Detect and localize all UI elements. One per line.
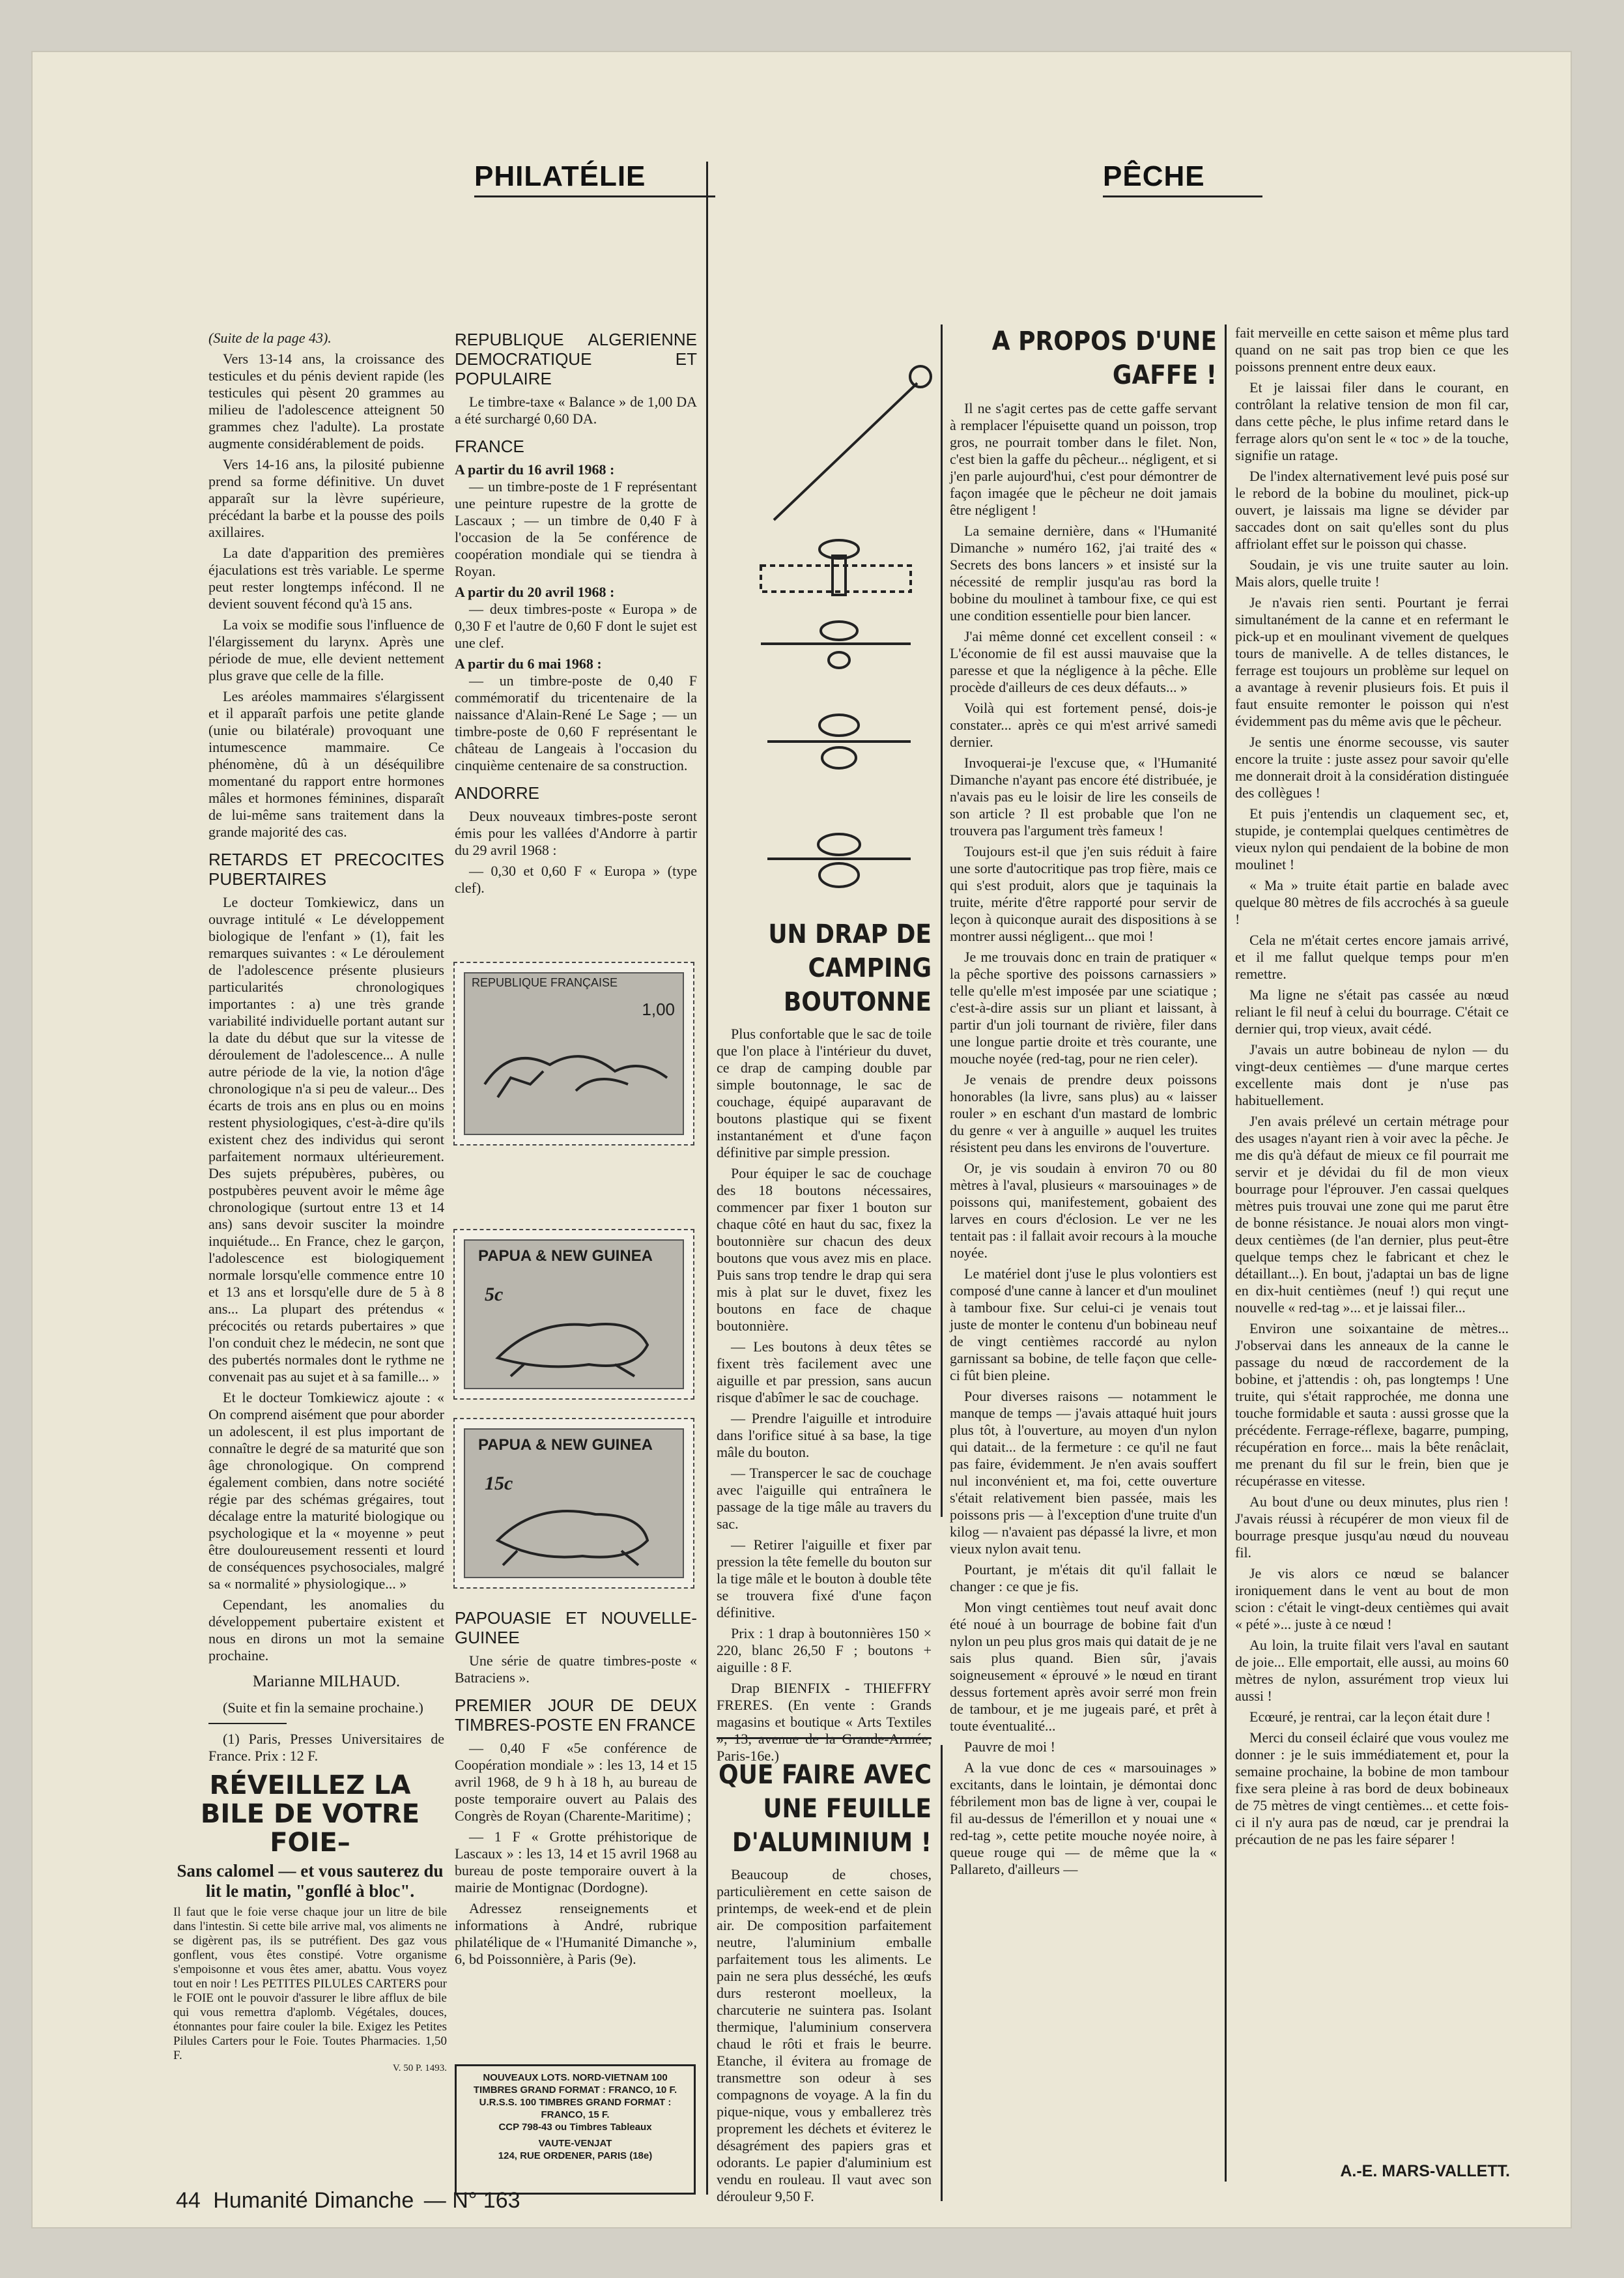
paragraph: — 0,40 F «5e conférence de Coopération mondiale » : les 13, 14 et 15 avril 1968, de 9 h à 18 h, au bureau de poste temporaire ouvert au Palais des Congrès de Royan (Charente-Maritime) ; <box>455 1740 697 1824</box>
needle-button-illustration <box>741 324 937 911</box>
newspaper-name: Humanité Dimanche <box>213 2188 414 2213</box>
ad-ref: V. 50 P. 1493. <box>392 2063 447 2073</box>
paragraph: Pauvre de moi ! <box>964 1738 1055 1755</box>
paragraph: Pour équiper le sac de couchage des 18 boutons nécessaires, commencer par fixer 1 bouton sur chaque côté en haut du sac, fixez la boutonnière sur chacun des deux boutons que vous avez mis en place. Puis sans trop tendre le drap qui sera mis à plat sur le duvet, fixez les boutons en face de chaque boutonnière. <box>717 1165 932 1334</box>
paragraph: La voix se modifie sous l'influence de l'élargissement du larynx. Après une période de mue, elle devient nettement plus grave que celle de la fille. <box>208 616 444 684</box>
paragraph: Les aréoles mammaires s'élargissent et il apparaît parfois une petite glande (unie ou bilatérale) provoquant une intumescence mammaire. Ce phénomène, dû à un déséquilibre momentané du rapport entre hormones mâles et hormones féminines, disparaît de lui-même sans traitement dans la grande majorité des cas. <box>208 688 444 840</box>
stamp-frog-5c <box>453 1229 694 1400</box>
paragraph: La date d'apparition des premières éjaculations est très variable. Le sperme peut rester longtemps infécond. Il ne devient souvent fécond qu'à 15 ans. <box>208 545 444 612</box>
paragraph: Invoquerai-je l'excuse que, « l'Humanité Dimanche n'ayant pas encore été distribuée, je n'avais pas eu le loisir de lire les conseils de son article ? Il est probable que l'on ne trouvera pas l'argument très fameux ! <box>950 755 1217 839</box>
paragraph: Au loin, la truite filait vers l'aval en sautant de joie... Elle emportait, elle aussi, au moins 60 mètres de nylon, assurément trop vieux lui aussi ! <box>1235 1637 1509 1704</box>
country-heading: FRANCE <box>455 437 524 456</box>
article-puberte <box>208 330 444 1764</box>
frog-image <box>485 1488 667 1566</box>
paragraph: — Les boutons à deux têtes se fixent très facilement avec une aiguille et par pression, sans aucun risque d'abîmer le sac de couchage. <box>717 1338 932 1406</box>
country-heading: ANDORRE <box>455 783 540 803</box>
paragraph: Le docteur Tomkiewicz, dans un ouvrage intitulé « Le développement biologique de l'enfant » (1), fait les remarques suivantes : « Le déroulement de l'adolescence présente plusieurs particularités chronologiques importantes : a) une très grande variabilité individuelle portant autant sur la date du début que sur la vitesse de déroulement de l'adolescence... A nulle autre période de la vie, la notion d'âge chronologique n'a si peu de valeur... Des écarts de trois ans en plus ou en moins restent physiologiques, c'est-à-dire qu'ils existent chez des individus qui seront parfaitement normaux ultérieurement. Des sujets prépubères, pubères, ou postpubères peuvent avoir le même âge chronologique (surtout entre 13 et 14 ans) sans devoir susciter la moindre inquiétude... En France, chez le garçon, l'adolescence est biologiquement normale lorsqu'elle commence entre 10 et 13 ans et lorsqu'elle dure de 5 à 8 ans... La plupart des prétendus « précocités ou retards pubertaires » que l'on conduit chez le médecin, ne sont que des pubertés normales dont le rythme ne convenait pas au sujet et à sa famille... » <box>208 894 444 1385</box>
paragraph: Or, je vis soudain à environ 70 ou 80 mètres à l'aval, plusieurs « marsouinages » de poissons qui, manifestement, gobaient des larves en cours d'éclosion. Le ver ne les tentait pas : il fallait avoir recours à la mouche noyée. <box>950 1160 1217 1261</box>
paragraph: De l'index alternativement levé puis posé sur le rebord de la bobine du moulinet, pick-up ouvert, je laissais ma ligne se dévider par saccades dont on sait qu'elles sont du plus affriolant effet sur le poisson qui chasse. <box>1235 468 1509 552</box>
paragraph: Merci du conseil éclairé que vous voulez me donner : je le suis immédiatement et, pour la semaine prochaine, la bobine de mon tambour fixe sera pleine à ras bord de deux bobineaux de 75 mètres de vingt centièmes... et cette fois-ci il n'y aura pas de nœud, car je prendrai la précaution de ne pas les faire séparer ! <box>1235 1729 1509 1847</box>
paragraph: Je venais de prendre deux poissons honorables (la livre, sans plus) au « laisser rouler » en eschant d'un mastard de lombric du genre « ver à anguille » auquel les truites résistent peu dans les environs de l'ouverture. <box>950 1071 1217 1155</box>
frog-image <box>485 1299 667 1377</box>
page-footer <box>176 2188 520 2213</box>
footnote: (1) Paris, Presses Universitaires de France. Prix : 12 F. <box>208 1731 444 1764</box>
paragraph: — deux timbres-poste « Europa » de 0,30 F et l'autre de 0,60 F dont le sujet est une clef. <box>455 601 697 651</box>
column-rule <box>941 1745 943 2201</box>
date-line: A partir du 16 avril 1968 : <box>455 461 615 478</box>
paragraph: Et je laissai filer dans le courant, en contrôlant la relative tension de mon fil car, dans cette pêche, le plus infime retard dans le ferrage alors qu'on sent le « toc » de la touche, signifie un ratage. <box>1235 379 1509 463</box>
issue-number: — N° 163 <box>423 2188 520 2213</box>
stamp-country: REPUBLIQUE FRANÇAISE <box>472 976 618 989</box>
paragraph: Pourtant, je m'étais dit qu'il fallait le changer : ce que je fis. <box>950 1561 1217 1594</box>
section-title-philatelie: PHILATÉLIE <box>474 160 646 192</box>
ad-line: NOUVEAUX LOTS. NORD-VIETNAM 100 TIMBRES GRAND FORMAT : FRANCO, 10 F. <box>473 2072 677 2096</box>
article-aluminium <box>717 1758 932 2204</box>
philatelie-news <box>455 330 697 1007</box>
subheading: PREMIER JOUR DE DEUX TIMBRES-POSTE EN FRANCE <box>455 1695 697 1735</box>
paragraph: — Transpercer le sac de couchage avec l'aiguille qui entraînera le passage de la tige mâle au travers du sac. <box>717 1465 932 1532</box>
paragraph: — un timbre-poste de 1 F représentant une peinture rupestre de la grotte de Lascaux ; — un timbre de 0,40 F à l'occasion de la 5e conférence de coopération mondiale qui se tiendra à Royan. <box>455 478 697 579</box>
paragraph: fait merveille en cette saison et même plus tard quand on ne sait pas trop bien ce que les poissons prennent entre deux eaux. <box>1235 324 1509 375</box>
header-rule-left <box>474 195 715 197</box>
author-signature: A.-E. MARS-VALLETT. <box>1340 2162 1510 2180</box>
paragraph: — Retirer l'aiguille et fixer par pression la tête femelle du bouton sur la tige mâle et le bouton à double tête se trouvera fixé d'une façon définitive. <box>717 1536 932 1621</box>
paragraph: Toujours est-il que j'en suis réduit à faire une sorte d'autocritique pas trop fière, mais ce qui s'est produit, alors que je taquinais la truite, mérite d'être rapporté pour servir de leçon à quiconque aurait des dispositions à se montrer aussi négligent... que moi ! <box>950 843 1217 944</box>
paragraph: Je me trouvais donc en train de pratiquer « la pêche sportive des poissons carnassiers » telle qu'elle m'est imposée par une sciatique ; c'est-à-dire assis sur un pliant et laissant, à partir d'un joli tournant de rivière, filer dans une longue partie droite et très courante, une mouche noyée (red-tag, pour ne rien celer). <box>950 949 1217 1067</box>
article-rule <box>717 1737 932 1739</box>
paragraph: Au bout d'une ou deux minutes, plus rien ! J'avais réussi à récupérer de mon vieux fil de bourrage presque jusqu'au nœud du nouveau fil. <box>1235 1493 1509 1561</box>
ad-bile <box>173 1771 447 2201</box>
paragraph: — 1 F « Grotte préhistorique de Lascaux » : les 13, 14 et 15 avril 1968 au bureau de poste temporaire ouvert à la mairie de Montignac (Dordogne). <box>455 1828 697 1896</box>
column-rule <box>941 324 943 1517</box>
headline: A PROPOS D'UNE GAFFE ! <box>991 326 1217 390</box>
paragraph: Je vis alors ce nœud se balancer ironiquement dans le vent au bout de mon scion : c'était le vingt-deux centièmes qui avait « pété »... juste à ce nœud ! <box>1235 1565 1509 1632</box>
stamp-value: 1,00 <box>642 1000 675 1019</box>
paragraph: Le timbre-taxe « Balance » de 1,00 DA a été surchargé 0,60 DA. <box>455 394 697 427</box>
ad-line: VAUTE-VENJAT <box>538 2138 612 2149</box>
paragraph: A la vue donc de ces « marsouinages » excitants, dans le lointain, je démontai donc fébrilement mon bas de ligne à ver, coupai le fil au-dessus de l'émerillon et y nouai une « red-tag », cette petite mouche noyée noire, à queue rouge qui — de même que la « Pallareto, d'ailleurs — <box>950 1759 1217 1877</box>
paragraph: — un timbre-poste de 0,40 F commémoratif du tricentenaire de la naissance d'Alain-René Le Sage ; — un timbre-poste de 0,60 F représentant le château de Langeais à l'occasion du cinquième centenaire de sa construction. <box>455 672 697 773</box>
continuation-note: (Suite de la page 43). <box>208 330 332 346</box>
article-gaffe <box>950 324 1217 2201</box>
paragraph: Et puis j'entendis un claquement sec, et, stupide, je contemplai quelques centimètres de vieux nylon qui pendaient de la bobine de mon moulinet ! <box>1235 805 1509 872</box>
paragraph: — Prendre l'aiguille et introduire dans l'orifice situé à sa base, la tige mâle du bouton. <box>717 1410 932 1460</box>
column-rule <box>706 162 708 2195</box>
paragraph: Adressez renseignements et informations à André, rubrique philatélique de « l'Humanité Dimanche », 6, bd Poissonnière, à Paris (9e). <box>455 1900 697 1967</box>
paragraph: Voilà qui est fortement pensé, dois-je constater... après ce qui m'est arrivé samedi dernier. <box>950 700 1217 750</box>
paragraph: J'ai même donné cet excellent conseil : « L'économie de fil est aussi mauvaise que la paresse et que la négligence à la pêche. Elle procède d'ailleurs de ces deux défauts... » <box>950 628 1217 695</box>
subheading: RETARDS ET PRECOCITES PUBERTAIRES <box>208 850 444 889</box>
country-heading: PAPOUASIE ET NOUVELLE-GUINEE <box>455 1608 697 1647</box>
paragraph: Et le docteur Tomkiewicz ajoute : « On comprend aisément que pour aborder un adolescent, il est plus important de connaître le degré de sa maturité que son âge chronologique. On comprend également combien, dans notre société régie par des schémas grégaires, tout décalage entre la maturité biologique ou psychologique et la « moyenne » peut être douloureusement ressenti et lourd de conséquences psychosociales, malgré sa « normalité » physiologique... » <box>208 1389 444 1592</box>
paragraph: Plus confortable que le sac de toile que l'on place à l'intérieur du duvet, ce drap de camping double par simple boutonnage, le sac de couchage, équipé auparavant de boutons plastique qui se fixent instantanément et d'une façon définitive par simple pression. <box>717 1026 932 1161</box>
paragraph: « Ma » truite était partie en balade avec quelque 80 mètres de fils accrochés à sa gueule ! <box>1235 877 1509 927</box>
paragraph: Je n'avais rien senti. Pourtant je ferrai simultanément de la canne et en refermant le pick-up et en moulinant vivement de quelques tours de manivelle. A de telles distances, le ferrage est toujours un problème sur lequel on a avantage à revenir plusieurs fois. Et puis il faut ensuite remonter le poisson qui n'est évidemment pas du même avis que le pêcheur. <box>1235 594 1509 729</box>
paragraph: Pour diverses raisons — notamment le manque de temps — j'avais attaqué huit jours plus tôt, à l'ouverture, au moyen d'un nylon qui datait... de la fermeture : ce qu'il ne faut pas faire, évidemment. Je n'en avais souffert nul inconvénient et, ma foi, cette ouverture s'était relativement bien passée, mais les poissons pris — à l'exception d'une truite d'un kilog — n'avaient pas dépassé la livre, et mon vieux nylon avait tenu. <box>950 1388 1217 1557</box>
cave-painting-image <box>472 1019 674 1117</box>
paragraph: Le matériel dont j'use le plus volontiers est composé d'une canne à lancer et d'un moulinet à tambour fixe. Sur celui-ci je venais tout juste de monter le contenu d'un bobineau neuf de vingt centièmes raccordé au nylon garnissant sa bobine, de telle façon que celle-ci fût bien pleine. <box>950 1265 1217 1383</box>
paragraph: Mon vingt centièmes tout neuf avait donc été noué à un bourrage de bobine fait d'un nylon un peu plus gros mais qui datait de je ne sais plus quand. Bien sûr, j'avais soigneusement « éprouvé » le nœud en tirant dessus fortement après avoir serré mon frein de tambour, et je me jugeais paré, et prêt à toute éventualité... <box>950 1599 1217 1734</box>
paragraph: (Suite et fin la semaine prochaine.) <box>223 1699 423 1716</box>
article-drap-camping <box>717 917 932 1764</box>
stamp-country: PAPUA & NEW GUINEA <box>478 1436 653 1454</box>
paragraph: J'en avais prélevé un certain métrage pour des usages n'ayant rien à voir avec la pêche. Je me dis qu'à défaut de mieux ce fil pourrait me servir et je dévidai du fil de mon vieux bourrage pour l'éprouver. J'en cassai quelques mètres puis trouvai une zone qui me parut être de bonne résistance. Je nouai alors mon vingt-deux centièmes (de l'an dernier, plus peut-être quelque temps chez le fabricant et chez le détaillant...). En bout, j'adaptai un bas de ligne en dix-huit centièmes (neuf !) qui reçut une nouvelle « red-tag »... et je laissai filer... <box>1235 1113 1509 1316</box>
ad-stamps <box>455 2064 696 2195</box>
author: Marianne MILHAUD. <box>252 1673 401 1690</box>
header-rule-right <box>1103 195 1262 197</box>
note-rule <box>208 1723 287 1724</box>
paragraph: Cependant, les anomalies du développement pubertaire existent et nous en dirons un mot la semaine prochaine. <box>208 1596 444 1664</box>
page-number: 44 <box>176 2188 201 2213</box>
country-heading: REPUBLIQUE ALGERIENNE DEMOCRATIQUE ET POPULAIRE <box>455 330 697 388</box>
ad-line: 124, RUE ORDENER, PARIS (18e) <box>498 2150 653 2161</box>
paragraph: Ma ligne ne s'était pas cassée au nœud reliant le fil neuf à celui du bourrage. C'était ce dernier qui, trop vieux, avait cédé. <box>1235 987 1509 1037</box>
stamp-value: 5c <box>485 1284 504 1305</box>
paragraph: La semaine dernière, dans « l'Humanité Dimanche » numéro 162, j'ai traité des « Secrets des bons lancers » et insisté sur la nécessité de remplir jusqu'au ras bord la bobine du moulinet à tambour fixe, ce qui est une condition essentielle pour bien lancer. <box>950 523 1217 624</box>
paragraph: Je sentis une énorme secousse, vis sauter encore la truite : juste assez pour savoir qu'elle me donnerait droit à la considération distinguée des collègues ! <box>1235 734 1509 801</box>
paragraph: Ecœuré, je rentrai, car la leçon était dure ! <box>1249 1708 1491 1725</box>
stamp-lascaux <box>453 962 694 1146</box>
date-line: A partir du 20 avril 1968 : <box>455 584 615 600</box>
stamp-value: 15c <box>485 1473 513 1494</box>
ad-line: U.R.S.S. 100 TIMBRES GRAND FORMAT : FRANCO, 15 F. <box>479 2097 672 2120</box>
column-rule <box>1225 324 1227 2182</box>
paragraph: Drap BIENFIX - THIEFFRY FRERES. (En vente : Grands magasins et boutique « Arts Textiles Paris-16e.) <box>717 1680 932 1764</box>
newspaper-page <box>31 51 1572 2228</box>
paragraph: Vers 13-14 ans, la croissance des testicules et du pénis devient rapide (les testicules qui pèsent 20 grammes au milieu de l'adolescence atteignent 50 grammes chez l'adulte). La prostate augmente considérablement de poids. <box>208 351 444 452</box>
paragraph: Deux nouveaux timbres-poste seront émis pour les vallées d'Andorre à partir du 29 avril 1968 : <box>455 808 697 858</box>
ad-line: CCP 798-43 ou Timbres Tableaux <box>498 2122 652 2133</box>
section-title-peche: PÊCHE <box>1103 160 1205 192</box>
paragraph: Une série de quatre timbres-poste « Batraciens ». <box>455 1652 697 1686</box>
stamp-country: PAPUA & NEW GUINEA <box>478 1247 653 1265</box>
ad-body: Il faut que le foie verse chaque jour un litre de bile dans l'intestin. Si cette bile arrive mal, vos aliments ne se digèrent pas, ils se putréfient. Des gaz vous gonflent, vous êtes constipé. Votre organisme s'empoisonne et vous êtes amer, abattu. Vous voyez tout en noir ! Les PETITES PILULES CARTERS pour le FOIE ont le pouvoir d'assurer le libre afflux de bile qui vous remettra d'aplomb. Végétales, douces, étonnantes pour faire couler la bile. Exigez les Petites Pilules Carters pour le Foie. Toutes Pharmacies. 1,50 F. <box>173 1905 447 2062</box>
paragraph: Prix : 1 drap à boutonnières 150 × 220, blanc 26,50 F ; boutons + aiguille : 8 F. <box>717 1625 932 1675</box>
paragraph: Vers 14-16 ans, la pilosité pubienne prend sa forme définitive. Un duvet apparaît sur la lèvre supérieure, précédant la barbe et la pousse des poils axillaires. <box>208 456 444 540</box>
paragraph: J'avais un autre bobineau de nylon — du vingt-deux centièmes — d'une marque certes excellente mais dont je n'use pas habituellement. <box>1235 1041 1509 1108</box>
stamp-frog-15c <box>453 1418 694 1589</box>
paragraph: Soudain, je vis une truite sauter au loin. Mais alors, quelle truite ! <box>1235 556 1509 590</box>
ad-lead: Sans calomel — et vous sauterez du lit le matin, "gonflé à bloc". <box>177 1861 444 1901</box>
headline: QUE FAIRE AVEC UNE FEUILLE D'ALUMINIUM ! <box>719 1760 932 1858</box>
paragraph: — 0,30 et 0,60 F « Europa » (type clef). <box>455 863 697 896</box>
headline: UN DRAP DE CAMPING BOUTONNE <box>768 919 932 1017</box>
ad-title: RÉVEILLEZ LA BILE DE VOTRE FOIE– <box>200 1770 420 1858</box>
article-gaffe-continued <box>1235 324 1509 2155</box>
paragraph: Il ne s'agit certes pas de cette gaffe servant à remplacer l'épuisette quand un poisson, trop gros, ne pourrait tomber dans le filet. Non, c'est bien la gaffe du pêcheur... négligent, et si j'en parle aujourd'hui, c'est pour démontrer de façon imagée que le pêcheur ne doit jamais être négligent ! <box>950 400 1217 518</box>
date-line: A partir du 6 mai 1968 : <box>455 656 602 672</box>
paragraph: Beaucoup de choses, particulièrement en cette saison de printemps, de week-end et de plein air. De composition parfaitement neutre, l'aluminium emballe parfaitement tous les aliments. Le pain ne sera plus desséché, les œufs durs resteront moelleux, la charcuterie ne suintera pas. Isolant thermique, l'aluminium conservera chaud le rôti et frais le beurre. Etanche, il évitera au fromage de transmettre son odeur à ses compagnons de voyage. A la fin du pique-nique, vous y emballerez très proprement les déchets et éviterez le désagrément des papiers gras et odorants. Le papier d'aluminium est vendu en rouleau. Il vaut avec son dérouleur 9,50 F. <box>717 1866 932 2204</box>
philatelie-news-2 <box>455 1608 697 2051</box>
paragraph: Cela ne m'était certes encore jamais arrivé, et il me fallut quelque temps pour m'en remettre. <box>1235 932 1509 982</box>
paragraph: Environ une soixantaine de mètres... J'observai dans les anneaux de la canne le passage du nœud de raccordement de la bobine, et j'attendis : oh, pas longtemps ! Une truite, qui s'était rapprochée, me donna une touche formidable et sauta : aussi grosse que la précédente. Ferrage-réflexe, bagarre, pumping, récupération en force... mais la bête renâclait, me prenant du fil sur le frein, bien que je récupérasse en vitesse. <box>1235 1320 1509 1489</box>
